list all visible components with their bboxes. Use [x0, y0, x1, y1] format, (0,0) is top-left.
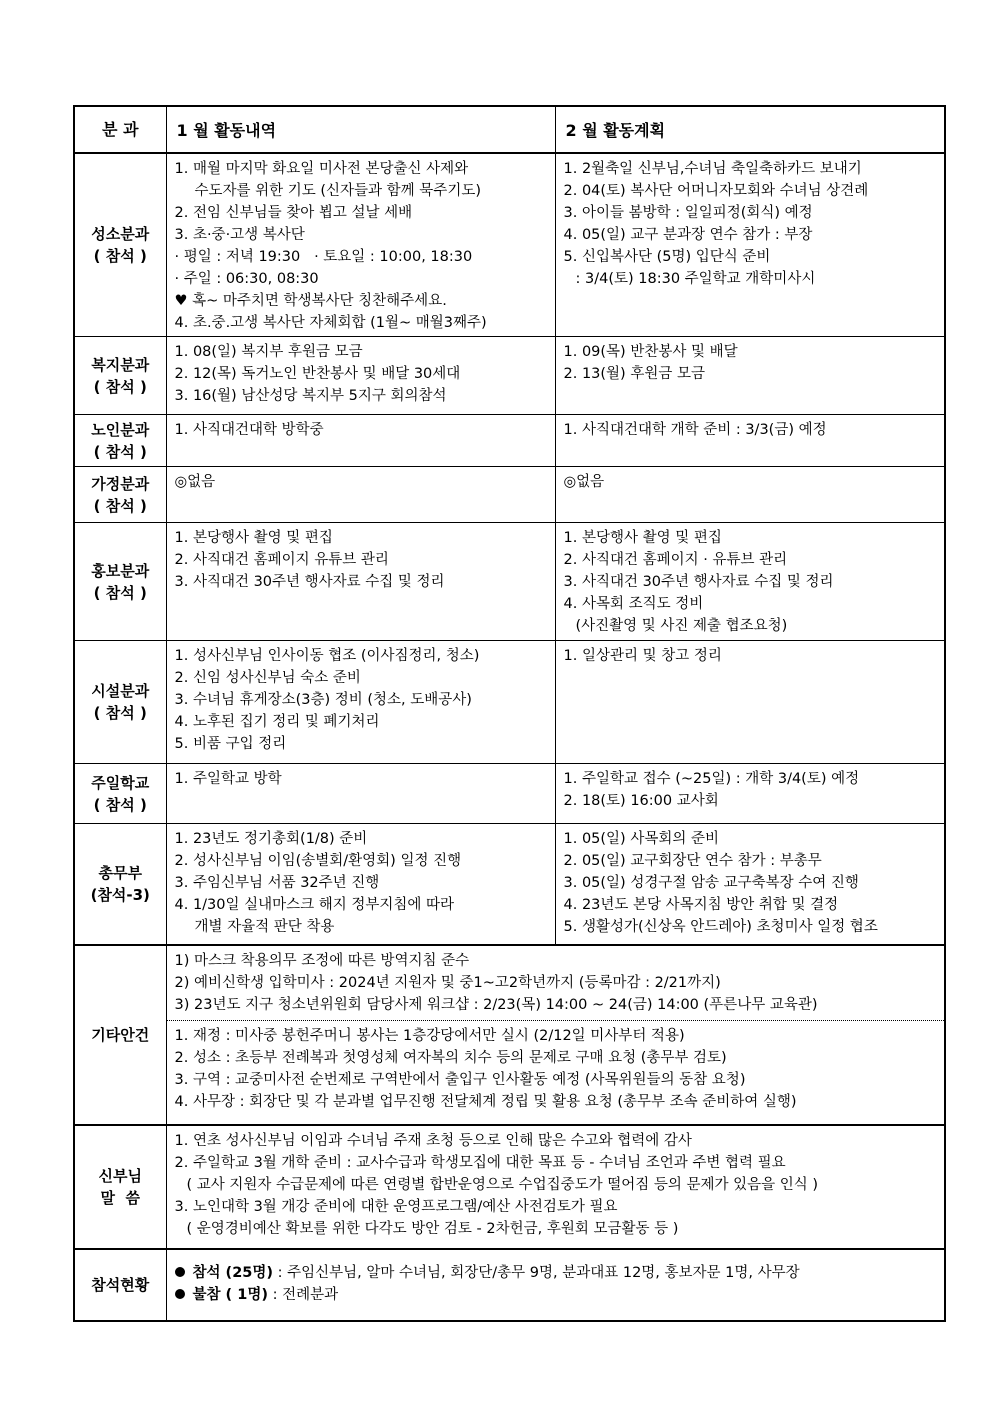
category-attend: ( 참석 ) [93, 377, 147, 396]
list-item: : 3/4(토) 18:30 주일학교 개학미사시 [575, 271, 816, 287]
category-name: 신부님 [98, 1166, 142, 1185]
category-cell [74, 523, 166, 641]
row-gajeong [74, 467, 945, 523]
list-item: 1. 성사신부님 인사이동 협조 (이사짐정리, 청소) [174, 648, 480, 664]
header-february: 2 월 활동계획 [555, 106, 945, 153]
list-item: 1. 본당행사 촬영 및 편집 [174, 530, 333, 546]
list-item: 2. 13(월) 후원금 모금 [563, 366, 705, 382]
list-item: 2. 12(목) 독거노인 반찬봉사 및 배달 30세대 [174, 366, 461, 382]
february-cell [555, 467, 945, 523]
category-attend: (참석-3) [90, 885, 150, 904]
other-items-subsection [167, 1020, 945, 1115]
row-seongso [74, 153, 945, 337]
present-text: : 주임신부님, 알마 수녀님, 회장단/총무 9명, 분과대표 12명, 홍보자문 1명, 사무장 [273, 1264, 800, 1281]
category-name: 말 씀 [100, 1188, 140, 1207]
category-cell [74, 153, 166, 337]
list-item: 2. 05(일) 교구회장단 연수 참가 : 부총무 [563, 853, 822, 869]
list-item: ( 운영경비예산 확보를 위한 다각도 방안 검토 - 2차헌금, 후원회 모금활동 등 ) [186, 1220, 679, 1237]
list-item: 4. 23년도 본당 사목지침 방안 취합 및 결정 [563, 897, 839, 913]
january-cell [166, 764, 555, 824]
list-item: 1. 2월축일 신부님,수녀님 축일축하카드 보내기 [563, 161, 862, 177]
category-attend: ( 참석 ) [93, 704, 147, 722]
category-attend: ( 참석 ) [93, 247, 147, 265]
list-item: · 주일 : 06:30, 08:30 [174, 271, 319, 287]
present-label: 참석 (25명) [192, 1264, 274, 1281]
january-cell [166, 641, 555, 764]
row-hongbo [74, 523, 945, 641]
list-item: 4. 노후된 집기 정리 및 폐기처리 [174, 714, 380, 730]
list-item: 2. 성사신부님 이임(송별회/환영회) 일정 진행 [174, 853, 462, 869]
category-cell [74, 337, 166, 415]
absent-label: 불참 ( 1명) [192, 1286, 268, 1303]
list-item: 1. 05(일) 사목회의 준비 [563, 831, 719, 847]
list-item: ( 교사 지원자 수급문제에 따른 연령별 합반운영으로 수업집중도가 떨어짐 등의 문제가 있음을 인식 ) [186, 1176, 819, 1193]
list-item: 2. 사직대건 홈페이지 유튜브 관리 [174, 552, 389, 568]
list-item: 3. 주임신부님 서품 32주년 진행 [174, 875, 380, 891]
category-attend: ( 참석 ) [93, 583, 147, 602]
january-cell [166, 523, 555, 641]
list-item: 4. 05(일) 교구 분과장 연수 참가 : 부장 [563, 227, 813, 243]
list-item: · 평일 : 저녁 19:30 · 토요일 : 10:00, 18:30 [174, 249, 473, 265]
category-cell [74, 1249, 166, 1321]
list-item: 1. 본당행사 촬영 및 편집 [563, 530, 722, 546]
attendance-cell [166, 1249, 945, 1321]
category-name: 시설분과 [91, 682, 150, 700]
list-item: 1. 재정 : 미사중 봉헌주머니 봉사는 1층강당에서만 실시 (2/12일 미사부터 적용) [174, 1027, 685, 1044]
list-item: 4. 초.중.고생 복사단 자체회합 (1월~ 매월3째주) [174, 315, 487, 331]
january-cell [166, 824, 555, 945]
list-item: ◎없음 [174, 474, 216, 490]
list-item: 1. 주일학교 접수 (~25일) : 개학 3/4(토) 예정 [563, 771, 860, 787]
list-item: 3. 수녀님 휴게장소(3층) 정비 (청소, 도배공사) [174, 692, 472, 708]
list-item: 1. 사직대건대학 방학중 [174, 422, 324, 438]
bullet-icon [175, 1267, 185, 1277]
list-item: 3) 23년도 지구 청소년위원회 담당사제 워크샵 : 2/23(목) 14:00 ~ 24(금) 14:00 (푸른나무 교육관) [174, 996, 818, 1013]
january-cell [166, 415, 555, 467]
attendance-absent [175, 1284, 939, 1306]
list-item: ◎없음 [563, 474, 605, 490]
february-cell [555, 415, 945, 467]
header-category: 분 과 [74, 106, 166, 153]
header-row [74, 106, 945, 153]
list-item: 4. 1/30일 실내마스크 해지 정부지침에 따라 [174, 897, 455, 913]
category-cell [74, 1125, 166, 1249]
category-name: 참석현황 [91, 1275, 150, 1294]
category-name: 가정분과 [91, 474, 150, 493]
list-item: 4. 사무장 : 회장단 및 각 분과별 업무진행 전달체계 정립 및 활용 요청 (총무부 조속 준비하여 실행) [174, 1093, 797, 1110]
category-cell [74, 764, 166, 824]
list-item: 1. 연초 성사신부님 이임과 수녀님 주재 초청 등으로 인해 많은 수고와 협력에 감사 [174, 1132, 692, 1149]
row-priest-remarks [74, 1125, 945, 1249]
list-item: 1. 08(일) 복지부 후원금 모금 [174, 344, 363, 360]
category-name: 복지분과 [91, 355, 150, 374]
row-chongmu [74, 824, 945, 945]
list-item: ♥ 혹~ 마주치면 학생복사단 칭찬해주세요. [174, 293, 447, 309]
list-item: 2. 성소 : 초등부 전례복과 첫영성체 여자복의 치수 등의 문제로 구매 요청 (총무부 검토) [174, 1049, 727, 1066]
row-bokji [74, 337, 945, 415]
category-cell [74, 641, 166, 764]
list-item: 3. 아이들 봄방학 : 일일피정(회식) 예정 [563, 205, 813, 221]
february-cell [555, 641, 945, 764]
header-january: 1 월 활동내역 [166, 106, 555, 153]
list-item: 2) 예비신학생 입학미사 : 2024년 지원자 및 중1~고2학년까지 (등록마감 : 2/21까지) [174, 974, 721, 991]
list-item: 1. 09(목) 반찬봉사 및 배달 [563, 344, 738, 360]
category-name: 기타안건 [91, 1025, 150, 1044]
list-item: 5. 신입복사단 (5명) 입단식 준비 [563, 249, 771, 265]
list-item: 3. 초·중·고생 복사단 [174, 227, 305, 243]
list-item: 1. 주일학교 방학 [174, 771, 282, 787]
list-item: 1. 사직대건대학 개학 준비 : 3/3(금) 예정 [563, 422, 827, 438]
category-cell [74, 467, 166, 523]
activity-report-table [73, 105, 946, 1322]
january-cell [166, 467, 555, 523]
list-item: 5. 비품 구입 정리 [174, 736, 287, 752]
attendance-present [175, 1262, 939, 1284]
list-item: 3. 사직대건 30주년 행사자료 수집 및 정리 [563, 574, 834, 590]
row-gita [74, 945, 945, 1125]
row-juil [74, 764, 945, 824]
list-item: 2. 사직대건 홈페이지 · 유튜브 관리 [563, 552, 788, 568]
category-cell [74, 824, 166, 945]
row-siseol [74, 641, 945, 764]
february-cell [555, 764, 945, 824]
list-item: 1. 매월 마지막 화요일 미사전 본당출신 사제와 [174, 161, 469, 177]
list-item: 1. 23년도 정기총회(1/8) 준비 [174, 831, 368, 847]
list-item: 4. 사목회 조직도 정비 [563, 596, 704, 612]
list-item: 3. 사직대건 30주년 행사자료 수집 및 정리 [174, 574, 445, 590]
list-item: 3. 16(월) 남산성당 복지부 5지구 회의참석 [174, 388, 447, 404]
category-name: 홍보분과 [91, 561, 150, 580]
category-attend: ( 참석 ) [93, 496, 147, 515]
other-items-cell [166, 945, 945, 1125]
bullet-icon [175, 1289, 185, 1299]
category-name: 성소분과 [91, 225, 150, 243]
list-item: 2. 전임 신부님들 찾아 뵙고 설날 세배 [174, 205, 413, 221]
list-item: 개별 자율적 판단 착용 [194, 919, 335, 935]
list-item: 2. 신임 성사신부님 숙소 준비 [174, 670, 361, 686]
row-noin [74, 415, 945, 467]
list-item: 3. 노인대학 3월 개강 준비에 대한 운영프로그램/예산 사전검토가 필요 [174, 1198, 618, 1215]
list-item: 3. 05(일) 성경구절 암송 교구축복장 수여 진행 [563, 875, 859, 891]
january-cell [166, 337, 555, 415]
category-attend: ( 참석 ) [93, 442, 147, 461]
february-cell [555, 824, 945, 945]
category-name: 총무부 [98, 863, 142, 882]
list-item: 1. 일상관리 및 창고 정리 [563, 648, 722, 664]
absent-text: : 전례분과 [267, 1286, 339, 1303]
january-cell [166, 153, 555, 337]
list-item: 2. 04(토) 복사단 어머니자모회와 수녀님 상견례 [563, 183, 869, 199]
category-attend: ( 참석 ) [93, 795, 147, 814]
category-name: 주일학교 [91, 773, 150, 792]
list-item: 2. 주일학교 3월 개학 준비 : 교사수급과 학생모집에 대한 목표 등 - 수녀님 조언과 주변 협력 필요 [174, 1154, 786, 1171]
category-cell [74, 945, 166, 1125]
february-cell [555, 337, 945, 415]
category-name: 노인분과 [91, 420, 150, 439]
list-item: 수도자를 위한 기도 (신자들과 함께 묵주기도) [194, 183, 481, 199]
priest-remarks-cell [166, 1125, 945, 1249]
february-cell [555, 153, 945, 337]
list-item: (사진촬영 및 사진 제출 협조요청) [575, 618, 788, 634]
list-item: 2. 18(토) 16:00 교사회 [563, 793, 719, 809]
list-item: 5. 생활성가(신상옥 안드레아) 초청미사 일정 협조 [563, 919, 878, 935]
category-cell [74, 415, 166, 467]
list-item: 3. 구역 : 교중미사전 순번제로 구역반에서 출입구 인사활동 예정 (사목위원들의 동참 요청) [174, 1071, 746, 1088]
february-cell [555, 523, 945, 641]
list-item: 1) 마스크 착용의무 조정에 따른 방역지침 준수 [174, 952, 470, 969]
row-attendance [74, 1249, 945, 1321]
